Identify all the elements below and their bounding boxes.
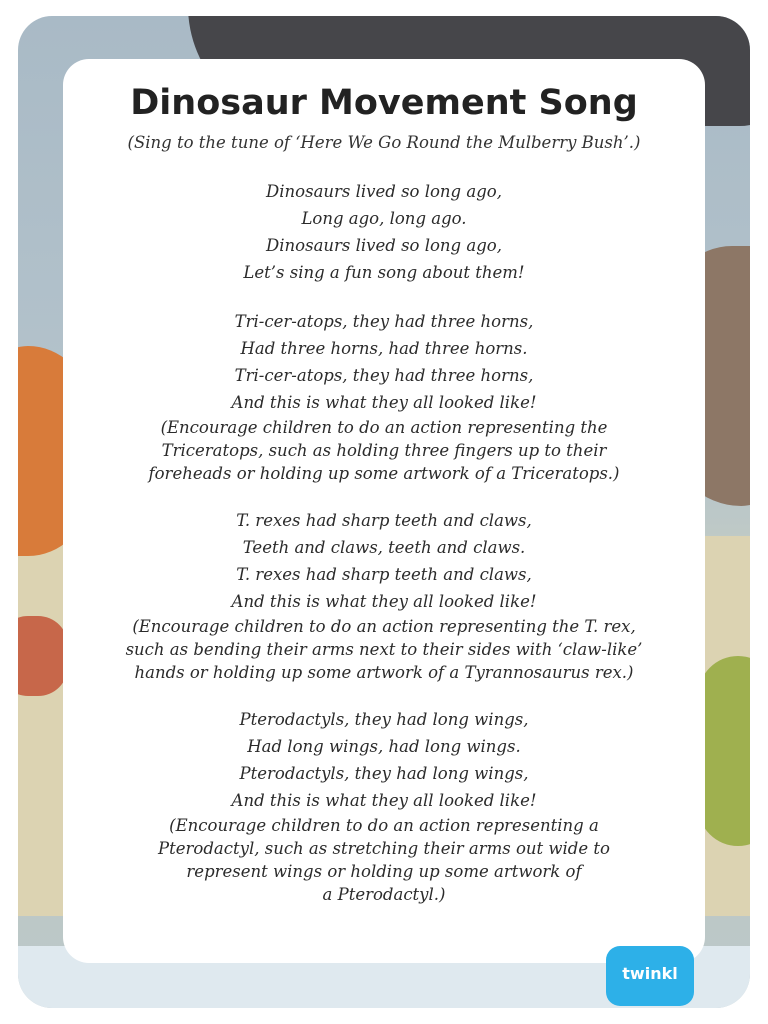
verse-line: Pterodactyls, they had long wings, [239, 710, 529, 729]
action-instruction: a Pterodactyl.) [322, 885, 446, 904]
action-instruction: (Encourage children to do an action representing the T. rex, [132, 617, 636, 636]
verse-line: Dinosaurs lived so long ago, [266, 182, 502, 201]
verse-line: And this is what they all looked like! [231, 791, 537, 810]
verse-line: Pterodactyls, they had long wings, [239, 764, 529, 783]
verse-line: Had long wings, had long wings. [247, 737, 521, 756]
action-instruction: Triceratops, such as holding three fingers up to their [161, 441, 607, 460]
verse-line: Tri-cer-atops, they had three horns, [234, 366, 534, 385]
verse-line: Tri-cer-atops, they had three horns, [234, 312, 534, 331]
song-subtitle: (Sing to the tune of ‘Here We Go Round the Mulberry Bush’.) [127, 133, 641, 152]
verse-1 [90, 178, 678, 286]
verse-line: Long ago, long ago. [301, 209, 467, 228]
action-instruction: (Encourage children to do an action representing a [169, 816, 599, 835]
logo-text: twinkl [622, 964, 678, 983]
verse-2 [90, 308, 678, 485]
verse-line: Let’s sing a fun song about them! [243, 263, 525, 282]
verse-line: And this is what they all looked like! [231, 393, 537, 412]
verse-line: T. rexes had sharp teeth and claws, [236, 511, 532, 530]
action-instruction: foreheads or holding up some artwork of a Triceratops.) [148, 464, 620, 483]
action-instruction: Pterodactyl, such as stretching their arms out wide to [158, 839, 610, 858]
verse-line: And this is what they all looked like! [231, 592, 537, 611]
verse-line: Dinosaurs lived so long ago, [266, 236, 502, 255]
twinkl-logo [606, 946, 694, 1006]
action-instruction: such as bending their arms next to their sides with ‘claw-like’ [125, 640, 643, 659]
verse-3 [90, 507, 678, 684]
action-instruction: represent wings or holding up some artwork of [186, 862, 582, 881]
page-title: Dinosaur Movement Song [130, 83, 638, 123]
background-dinosaur-left-lower [18, 616, 68, 696]
background-dinosaur-right-lower [698, 656, 750, 846]
action-instruction: hands or holding up some artwork of a Tyrannosaurus rex.) [134, 663, 634, 682]
verse-line: Teeth and claws, teeth and claws. [242, 538, 526, 557]
action-instruction: (Encourage children to do an action representing the [160, 418, 608, 437]
verse-line: T. rexes had sharp teeth and claws, [236, 565, 532, 584]
verse-line: Had three horns, had three horns. [240, 339, 528, 358]
verse-4 [90, 706, 678, 906]
